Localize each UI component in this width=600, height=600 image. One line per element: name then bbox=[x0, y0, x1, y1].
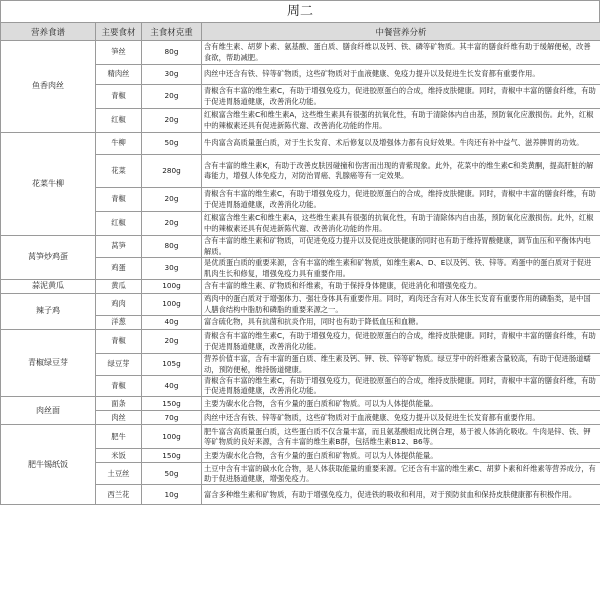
dish-name: 鱼香肉丝 bbox=[1, 41, 96, 133]
header-weight: 主食材克重 bbox=[142, 23, 202, 41]
ingredient-name: 红椒 bbox=[96, 212, 142, 236]
nutrition-analysis: 富含硫化物，具有抗菌和抗炎作用，同时也有助于降低血压和血糖。 bbox=[202, 316, 600, 330]
ingredient-name: 精肉丝 bbox=[96, 65, 142, 85]
ingredient-name: 红椒 bbox=[96, 109, 142, 133]
ingredient-name: 肥牛 bbox=[96, 425, 142, 449]
ingredient-name: 黄瓜 bbox=[96, 280, 142, 294]
nutrition-analysis: 红椒富含维生素C和维生素A，这些维生素具有很强的抗氧化性，有助于清除体内自由基，预防氧化应激损伤。此外，红椒中的辣椒素还具有促进新陈代谢、改善消化功能的作用。 bbox=[202, 212, 600, 236]
nutrition-analysis: 营养价值丰富，含有丰富的蛋白质、维生素及钙、钾、铁、锌等矿物质。绿豆芽中的纤维素含量较高，有助于促进肠道蠕动，预防便秘，维持肠道健康。 bbox=[202, 354, 600, 376]
ingredient-weight: 80g bbox=[142, 41, 202, 65]
nutrition-analysis: 青椒含有丰富的维生素C，有助于增强免疫力，促进胶原蛋白的合成，维持皮肤健康。同时，青椒中丰富的膳食纤维，有助于促进胃肠道健康，改善消化功能。 bbox=[202, 188, 600, 212]
ingredient-weight: 20g bbox=[142, 109, 202, 133]
table-row bbox=[1, 133, 600, 155]
ingredient-name: 米饭 bbox=[96, 449, 142, 463]
ingredient-weight: 20g bbox=[142, 188, 202, 212]
ingredient-weight: 50g bbox=[142, 463, 202, 485]
nutrition-analysis: 肉丝中还含有铁、锌等矿物质，这些矿物质对于血液健康、免疫力提升以及促进生长发育都有重要作用。 bbox=[202, 411, 600, 425]
ingredient-name: 青椒 bbox=[96, 376, 142, 397]
nutrition-analysis: 含有维生素、胡萝卜素、氨基酸、蛋白质、膳食纤维以及钙、铁、磷等矿物质。其丰富的膳食纤维有助于缓解便秘，改善食欲，帮助减肥。 bbox=[202, 41, 600, 65]
ingredient-weight: 80g bbox=[142, 236, 202, 258]
page-title: 周二 bbox=[0, 0, 600, 22]
nutrition-analysis: 主要为碳水化合物，含有少量的蛋白质和矿物质。可以为人体提供能量。 bbox=[202, 397, 600, 411]
table-body bbox=[1, 41, 600, 505]
ingredient-weight: 40g bbox=[142, 376, 202, 397]
ingredient-name: 青椒 bbox=[96, 188, 142, 212]
nutrition-table bbox=[0, 22, 600, 505]
nutrition-analysis: 主要为碳水化合物，含有少量的蛋白质和矿物质。可以为人体提供能量。 bbox=[202, 449, 600, 463]
ingredient-weight: 50g bbox=[142, 133, 202, 155]
ingredient-weight: 40g bbox=[142, 316, 202, 330]
table-row bbox=[1, 294, 600, 316]
ingredient-name: 西兰花 bbox=[96, 485, 142, 505]
ingredient-name: 面条 bbox=[96, 397, 142, 411]
ingredient-name: 鸡蛋 bbox=[96, 258, 142, 280]
dish-name: 花菜牛柳 bbox=[1, 133, 96, 236]
ingredient-weight: 100g bbox=[142, 280, 202, 294]
header-dish: 营养食谱 bbox=[1, 23, 96, 41]
ingredient-weight: 70g bbox=[142, 411, 202, 425]
ingredient-weight: 150g bbox=[142, 397, 202, 411]
nutrition-analysis: 是优质蛋白质的重要来源，含有丰富的维生素和矿物质，如维生素A、D、E以及钙、铁、锌等。鸡蛋中的蛋白质对于促进肌肉生长和修复，增强免疫力具有重要作用。 bbox=[202, 258, 600, 280]
ingredient-weight: 105g bbox=[142, 354, 202, 376]
header-analysis: 中餐营养分析 bbox=[202, 23, 600, 41]
ingredient-weight: 280g bbox=[142, 155, 202, 188]
nutrition-analysis: 鸡肉中的蛋白质对于增强体力、强壮身体具有重要作用。同时，鸡肉还含有对人体生长发育有重要作用的磷脂类，是中国人膳食结构中脂肪和磷脂的重要来源之一。 bbox=[202, 294, 600, 316]
nutrition-analysis: 牛肉富含高质量蛋白质，对于生长发育、术后修复以及增强体力都有良好效果。牛肉还有补中益气、滋养脾胃的功效。 bbox=[202, 133, 600, 155]
ingredient-weight: 150g bbox=[142, 449, 202, 463]
ingredient-name: 土豆丝 bbox=[96, 463, 142, 485]
nutrition-analysis: 含有丰富的维生素K，有助于改善皮肤因碰撞和伤害而出现的青紫现象。此外，花菜中的维生素C和类黄酮，提高肝脏的解毒能力，增强人体免疫力，对防治胃癌、乳腺癌等有一定效果。 bbox=[202, 155, 600, 188]
nutrition-analysis: 富含多种维生素和矿物质，有助于增强免疫力，促进铁的吸收和利用，对于预防贫血和保持皮肤健康都有积极作用。 bbox=[202, 485, 600, 505]
dish-name: 青椒绿豆芽 bbox=[1, 330, 96, 397]
ingredient-name: 洋葱 bbox=[96, 316, 142, 330]
ingredient-weight: 10g bbox=[142, 485, 202, 505]
nutrition-analysis: 青椒含有丰富的维生素C，有助于增强免疫力，促进胶原蛋白的合成，维持皮肤健康。同时，青椒中丰富的膳食纤维，有助于促进胃肠道健康，改善消化功能。 bbox=[202, 330, 600, 354]
table-row bbox=[1, 280, 600, 294]
ingredient-weight: 30g bbox=[142, 65, 202, 85]
ingredient-name: 鸡肉 bbox=[96, 294, 142, 316]
nutrition-analysis: 肥牛富含高质量蛋白质，这些蛋白质不仅含量丰富，而且氨基酸组成比例合理，易于被人体消化吸收。牛肉是锌、铁、钾等矿物质的良好来源，含有丰富的维生素B群，包括维生素B12、B6等。 bbox=[202, 425, 600, 449]
dish-name: 蒜泥黄瓜 bbox=[1, 280, 96, 294]
nutrition-analysis: 土豆中含有丰富的碳水化合物，是人体获取能量的重要来源。它还含有丰富的维生素C、胡萝卜素和纤维素等营养成分，有助于促进肠道健康，增强免疫力。 bbox=[202, 463, 600, 485]
header-row bbox=[1, 23, 600, 41]
nutrition-analysis: 青椒含有丰富的维生素C，有助于增强免疫力，促进胶原蛋白的合成，维持皮肤健康。同时，青椒中丰富的膳食纤维，有助于促进胃肠道健康，改善消化功能。 bbox=[202, 376, 600, 397]
nutrition-analysis: 青椒含有丰富的维生素C，有助于增强免疫力，促进胶原蛋白的合成，维持皮肤健康。同时，青椒中丰富的膳食纤维，有助于促进胃肠道健康，改善消化功能。 bbox=[202, 85, 600, 109]
ingredient-name: 牛柳 bbox=[96, 133, 142, 155]
nutrition-analysis: 红椒富含维生素C和维生素A，这些维生素具有很强的抗氧化性，有助于清除体内自由基，预防氧化应激损伤。此外，红椒中的辣椒素还具有促进新陈代谢、改善消化功能的作用。 bbox=[202, 109, 600, 133]
table-row bbox=[1, 330, 600, 354]
dish-name: 辣子鸡 bbox=[1, 294, 96, 330]
ingredient-weight: 20g bbox=[142, 330, 202, 354]
dish-name: 肉丝面 bbox=[1, 397, 96, 425]
header-ingredient: 主要食材 bbox=[96, 23, 142, 41]
table-row bbox=[1, 425, 600, 449]
ingredient-name: 绿豆芽 bbox=[96, 354, 142, 376]
ingredient-name: 花菜 bbox=[96, 155, 142, 188]
ingredient-weight: 100g bbox=[142, 425, 202, 449]
table-row bbox=[1, 236, 600, 258]
nutrition-analysis: 肉丝中还含有铁、锌等矿物质，这些矿物质对于血液健康、免疫力提升以及促进生长发育都有重要作用。 bbox=[202, 65, 600, 85]
nutrition-analysis: 含有丰富的维生素和矿物质，可促进免疫力提升以及促进皮肤健康的同时也有助于维持胃酸健康，调节血压和平衡体内电解质。 bbox=[202, 236, 600, 258]
nutrition-analysis: 含有丰富的维生素、矿物质和纤维素，有助于保持身体健康，促进消化和增强免疫力。 bbox=[202, 280, 600, 294]
ingredient-weight: 30g bbox=[142, 258, 202, 280]
ingredient-weight: 20g bbox=[142, 85, 202, 109]
table-row bbox=[1, 397, 600, 411]
dish-name: 肥牛锡纸饭 bbox=[1, 425, 96, 505]
table-row bbox=[1, 41, 600, 65]
ingredient-name: 笋丝 bbox=[96, 41, 142, 65]
ingredient-name: 青椒 bbox=[96, 330, 142, 354]
ingredient-name: 莴笋 bbox=[96, 236, 142, 258]
ingredient-weight: 20g bbox=[142, 212, 202, 236]
ingredient-name: 肉丝 bbox=[96, 411, 142, 425]
ingredient-name: 青椒 bbox=[96, 85, 142, 109]
dish-name: 莴笋炒鸡蛋 bbox=[1, 236, 96, 280]
ingredient-weight: 100g bbox=[142, 294, 202, 316]
